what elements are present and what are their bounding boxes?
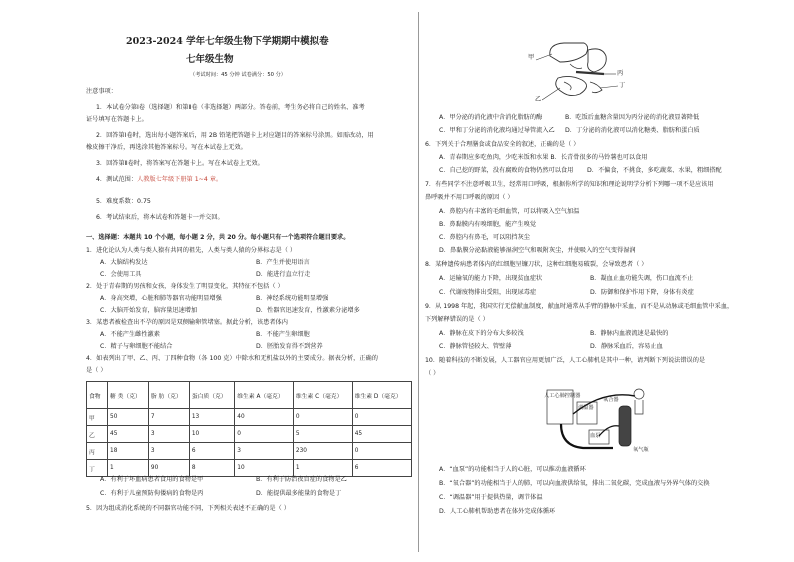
food-nutrient-table — [86, 381, 412, 477]
table-cell: 90 — [148, 460, 189, 477]
table-cell: 丙 — [87, 443, 108, 460]
table-cell: 40 — [235, 409, 294, 426]
q2-option-a: A．身高突增，心脏和肺等器官功能明显增强 — [100, 295, 222, 302]
q7-option-c: C．鼻腔内有鼻毛，可以阻挡灰尘 — [439, 234, 530, 241]
notice-item: 1．本试卷分第Ⅰ卷（选择题）和第Ⅱ卷（非选择题）两部分。答卷前，考生务必将自己的姓名、准考 — [96, 104, 365, 111]
q7-option-a: A．鼻腔内有丰富的毛细血管，可以将吸入空气加温 — [439, 208, 580, 215]
figure-label-bing: 丙 — [617, 70, 624, 77]
q9-stem-cont: 下列解释错误的是（ ） — [425, 316, 489, 323]
table-row — [87, 443, 412, 460]
q5-option-b: B．吃饭后血糖含量因为丙分泌的消化液显著降低 — [565, 114, 700, 121]
notice-item: 证号填写在答题卡上。 — [86, 116, 148, 123]
figure-label-yi: 乙 — [535, 96, 542, 103]
q9-option-a: A．静脉在皮下的分布大多较浅 — [439, 330, 524, 337]
digestive-system-figure — [530, 34, 630, 114]
table-row — [87, 426, 412, 443]
notice-item: 3．回答第Ⅱ卷时，将答案写在答题卡上。写在本试卷上无效。 — [96, 160, 264, 167]
q10-stem: 10．随着科技的不断发展，人工器官应用更加广泛，人工心肺机是其中一种，请判断下列说法错误的是 — [425, 357, 706, 364]
q3-option-b: B．不能产生卵细胞 — [256, 331, 310, 338]
q1-option-d: D．能进行直立行走 — [256, 271, 311, 278]
q9-option-d: D．静脉采血后，容易止血 — [590, 343, 663, 350]
table-cell: 6 — [352, 460, 411, 477]
q5-option-a: A．甲分泌的消化液中含消化脂肪的酶 — [439, 114, 543, 121]
q8-option-a: A．运输氧的能力下降，出现贫血症状 — [439, 275, 543, 282]
exam-meta: （考试时间：45 分钟 试卷满分：50 分） — [190, 72, 286, 78]
table-header-cell: 食物 — [87, 382, 108, 409]
table-cell: 45 — [352, 426, 411, 443]
table-header-cell: 脂 肪（克） — [148, 382, 189, 409]
label-blood-pump: 血泵 — [590, 433, 601, 439]
table-cell: 18 — [108, 443, 149, 460]
table-cell: 7 — [148, 409, 189, 426]
q2-option-c: C．大脑开始发育，脑容量迅速增加 — [100, 307, 198, 314]
q9-option-c: C．静脉管径较大、管壁薄 — [439, 343, 512, 350]
table-header-cell: 维生素 A（毫克） — [235, 382, 294, 409]
q8-option-d: D．防御和保护作用下降，身体有炎症 — [590, 289, 694, 296]
q1-stem: 1．进化论认为人类与类人猿有共同的祖先，人类与类人猿的分界标志是（ ） — [86, 247, 297, 254]
table-header-cell: 蛋白质（克） — [189, 382, 234, 409]
table-cell: 0 — [235, 426, 294, 443]
q10-option-b: B．“氧合器”的功能相当于人的肺，可以向血液供给氧，排出二氧化碳，完成血液与外界气体的交换 — [439, 480, 710, 487]
q6-option-d: D．不偏食，不挑食，多吃蔬菜、水果，粗细搭配 — [587, 167, 722, 174]
table-cell: 50 — [108, 409, 149, 426]
table-cell: 230 — [293, 443, 352, 460]
table-cell: 乙 — [87, 426, 108, 443]
figure-label-jia: 甲 — [528, 54, 535, 61]
table-cell: 10 — [189, 426, 234, 443]
notice-item: 4．测试范围：人教版七年级下册第 1~4 章。 — [96, 176, 223, 183]
label-control-unit: 人工心肺控制器 — [544, 393, 581, 399]
q9-stem: 9．从 1998 年起，我国实行无偿献血制度，献血时通常从手臂的静脉中采血，而不是从动脉或毛细血管中采血， — [425, 303, 734, 310]
exam-subtitle: 七年级生物 — [186, 54, 234, 65]
table-cell: 0 — [293, 409, 352, 426]
q4-option-c: C．有利于儿童预防佝偻病的食物是丙 — [100, 490, 204, 497]
q6-option-c: C．自己挖的野菜，没有腐败的食物仍然可以食用 — [439, 167, 574, 174]
table-header-cell: 维生素 D（毫克） — [352, 382, 411, 409]
q10-stem-cont: （ ） — [425, 370, 440, 377]
column-divider — [418, 12, 419, 552]
q4-option-a: A．有利于坏血病患者食用的食物是甲 — [100, 476, 204, 483]
table-cell: 0 — [352, 443, 411, 460]
label-oxygen-bottle: 氧气瓶 — [633, 447, 649, 453]
table-cell: 3 — [148, 443, 189, 460]
right-column — [425, 0, 755, 562]
q8-stem: 8．某种遗传病患者体内的红细胞呈镰刀状，这种红细胞易破裂，会导致患者（ ） — [425, 261, 648, 268]
q2-option-d: D．性器官迅速发育，性激素分泌增多 — [256, 307, 360, 314]
table-cell: 45 — [108, 426, 149, 443]
q8-option-b: B．凝血止血功能失调，伤口血流不止 — [590, 275, 694, 282]
q3-stem: 3．某患者被检查出不孕的原因是双侧输卵管堵塞。据此分析，该患者体内 — [86, 319, 288, 326]
section-heading: 一、选择题：本题共 10 个小题，每小题 2 分，共 20 分。每小题只有一个选项符合题目要求。 — [86, 234, 350, 241]
table-row — [87, 460, 412, 477]
q3-option-c: C．精子与卵细胞不能结合 — [100, 343, 173, 350]
table-cell: 丁 — [87, 460, 108, 477]
table-cell: 3 — [148, 426, 189, 443]
notice-item: 2．回答第Ⅰ卷时，选出每小题答案后，用 2B 铅笔把答题卡上对应题目的答案标号涂黑。如需改动，用 — [96, 132, 374, 139]
table-cell: 6 — [189, 443, 234, 460]
q4-option-b: B．有利于防治夜盲症的食物是乙 — [256, 476, 347, 483]
q2-stem: 2．处于青春期的男孩和女孩，身体发生了明显变化，其特征不包括（ ） — [86, 283, 284, 290]
table-cell: 10 — [235, 460, 294, 477]
table-header-row — [87, 382, 412, 409]
q9-option-b: B．静脉内血液流速是最快的 — [590, 330, 669, 337]
left-column — [86, 0, 412, 562]
table-cell: 3 — [235, 443, 294, 460]
q8-option-c: C．代谢废物排出受阻，出现尿毒症 — [439, 289, 537, 296]
q4-stem-cont: 是（ ） — [86, 367, 107, 374]
table-cell: 13 — [189, 409, 234, 426]
q5-option-d: D．丁分泌的消化液可以消化糖类、脂肪和蛋白质 — [565, 127, 700, 134]
table-cell: 0 — [352, 409, 411, 426]
table-cell: 8 — [189, 460, 234, 477]
q1-option-a: A．大脑结构发达 — [100, 259, 148, 266]
notice-item: 6．考试结束后，将本试卷和答题卡一并交回。 — [96, 214, 224, 221]
q4-option-d: D．能提供最多能量的食物是丁 — [256, 490, 342, 497]
table-cell: 1 — [108, 460, 149, 477]
table-cell: 5 — [293, 426, 352, 443]
notice-item: 橡皮擦干净后，再选涂其他答案标号。写在本试卷上无效。 — [86, 144, 247, 151]
table-cell: 甲 — [87, 409, 108, 426]
q7-stem: 7．有些同学不注意呼吸卫生，经常用口呼吸，根据你所学的知识和理论说明学分析下列哪一项不是应该用 — [425, 181, 714, 188]
label-temp-regulator: 调温器 — [578, 405, 594, 411]
scope-value: 人教版七年级下册第 1~4 章。 — [137, 176, 223, 183]
q2-option-b: B．神经系统功能明显增强 — [256, 295, 329, 302]
q6-option-ab: A．青春期应多吃鱼肉，少吃米饭和水果 B．长青骨很多的马铃薯也可以食用 — [439, 154, 648, 161]
notice-item: 5．难度系数：0.75 — [96, 198, 151, 205]
table-cell: 1 — [293, 460, 352, 477]
q4-stem: 4．如表列出了甲、乙、丙、丁四种食物（各 100 克）中除水和无机盐以外的主要成分。据表分析，正确的 — [86, 355, 378, 362]
q10-option-c: C．“调温器”用于提供热量，调节体温 — [439, 494, 543, 501]
q7-stem-cont: 鼻呼吸并不用口呼吸的原因（ ） — [425, 194, 514, 201]
notice-heading: 注意事项： — [86, 88, 117, 95]
figure-label-ding: 丁 — [619, 82, 626, 89]
q5-stem: 5．因为组成消化系统的不同器官功能不同，下列相关表述不正确的是（ ） — [86, 505, 290, 512]
exam-title: 2023-2024 学年七年级生物下学期期中模拟卷 — [126, 36, 329, 47]
q5-option-c: C．甲和丁分泌的消化液均通过导管流入乙 — [439, 127, 555, 134]
q7-option-b: B．鼻黏膜内有嗅细胞，能产生嗅觉 — [439, 221, 537, 228]
q1-option-b: B．产生并使用语言 — [256, 259, 310, 266]
label-oxygenator: 氧合器 — [603, 397, 619, 403]
table-header-cell: 糖 类（克） — [108, 382, 149, 409]
q3-option-a: A．不能产生雌性激素 — [100, 331, 160, 338]
q10-option-a: A．“血泵”的功能相当于人的心脏，可以推动血液循环 — [439, 466, 586, 473]
table-row — [87, 409, 412, 426]
q6-stem: 6．下列关于合理膳食或食品安全的叙述，正确的是（ ） — [425, 141, 580, 148]
q1-option-c: C．会使用工具 — [100, 271, 142, 278]
q10-option-d: D．人工心肺机帮助患者在体外完成体循环 — [439, 508, 556, 515]
q7-option-d: D．鼻黏膜分泌黏液能够湿润空气和吸附灰尘，并使吸入的空气变得湿润 — [439, 247, 636, 254]
table-header-cell: 维生素 C（毫克） — [293, 382, 352, 409]
q3-option-d: D．胚胎发育得不到营养 — [256, 343, 323, 350]
